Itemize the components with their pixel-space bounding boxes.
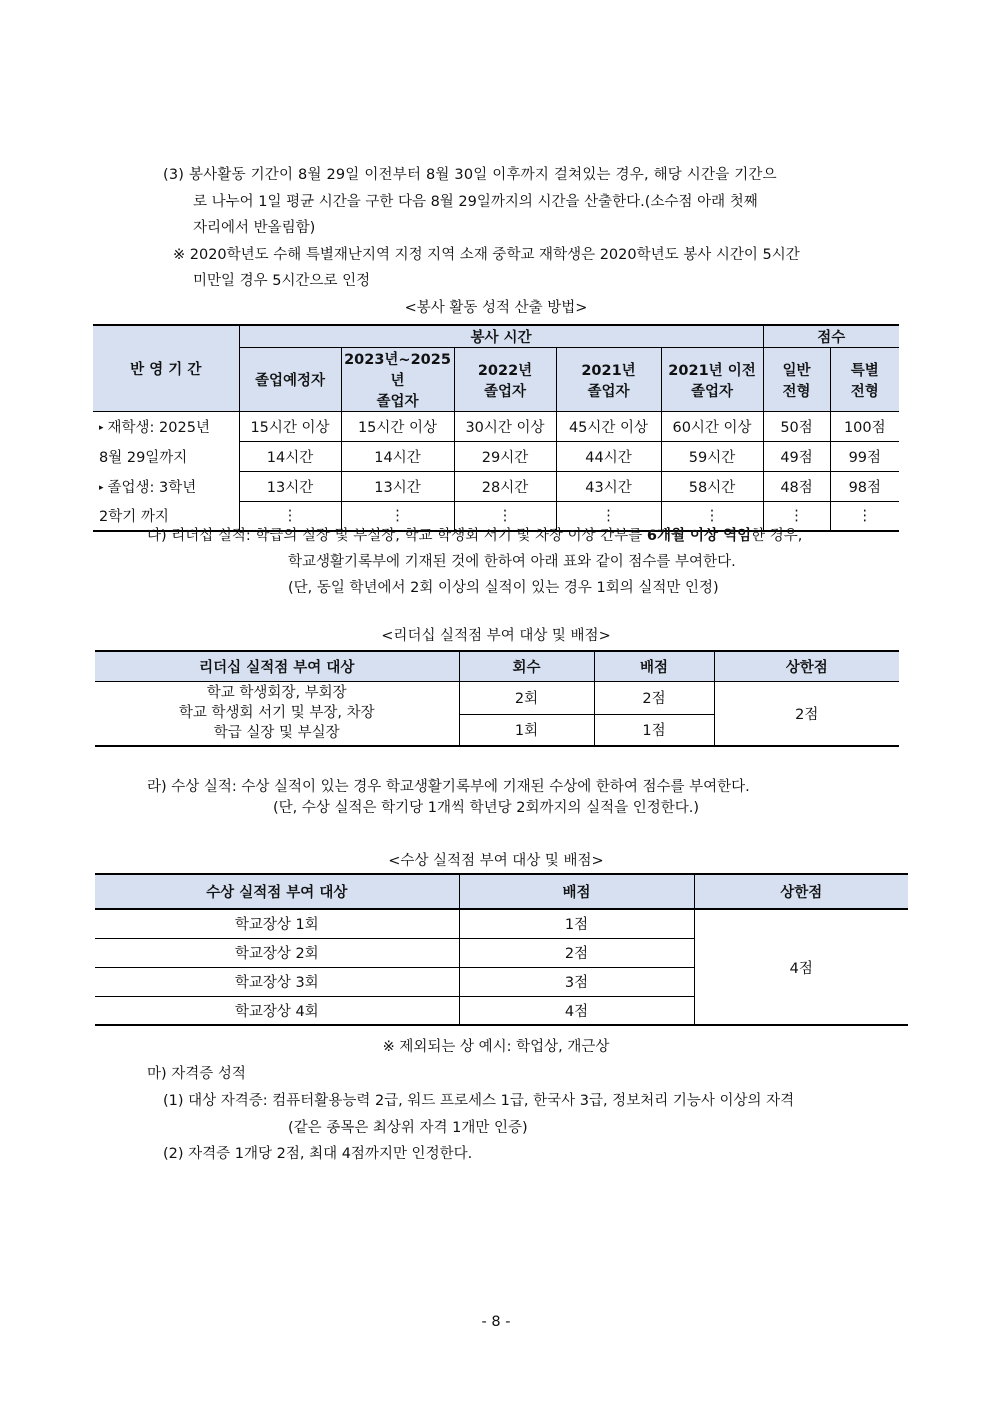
col-header: 상한점 bbox=[694, 874, 908, 909]
table-cell: 3점 bbox=[459, 967, 694, 996]
table-cell: ⋮ bbox=[341, 502, 454, 531]
table-cell: 2점 bbox=[594, 681, 714, 714]
cert-item-2: (2) 자격증 1개당 2점, 최대 4점까지만 인정한다. bbox=[163, 1146, 473, 1162]
table-cell: ⋮ bbox=[830, 502, 899, 531]
intro-line-3: 자리에서 반올림함) bbox=[193, 220, 316, 236]
intro-note-2: 미만일 경우 5시간으로 인정 bbox=[193, 273, 371, 289]
volunteer-table-caption: <봉사 활동 성적 산출 방법> bbox=[404, 300, 588, 316]
table-cell: 4점 bbox=[459, 996, 694, 1025]
col-header: 일반 전형 bbox=[763, 348, 830, 412]
table-cell: 98점 bbox=[830, 472, 899, 502]
table-cell: 49점 bbox=[763, 442, 830, 472]
col-header: 배점 bbox=[594, 651, 714, 681]
table-cell: 1점 bbox=[594, 714, 714, 746]
table-cell: 1점 bbox=[459, 909, 694, 938]
table-cell: 100점 bbox=[830, 412, 899, 442]
table-cell: 13시간 bbox=[239, 472, 341, 502]
header-period: 반 영 기 간 bbox=[93, 325, 239, 412]
intro-line-2: 로 나누어 1일 평균 시간을 구한 다음 8월 29일까지의 시간을 산출한다.(소수점 아래 첫째 bbox=[193, 194, 758, 210]
table-cell: 44시간 bbox=[556, 442, 661, 472]
table-cell: 30시간 이상 bbox=[454, 412, 556, 442]
table-cell: 60시간 이상 bbox=[661, 412, 763, 442]
table-cell: 학교장상 2회 bbox=[95, 938, 459, 967]
col-header: 2022년 졸업자 bbox=[454, 348, 556, 412]
table-cell: 2회 bbox=[459, 681, 594, 714]
award-table bbox=[95, 873, 908, 1026]
table-cell: 15시간 이상 bbox=[341, 412, 454, 442]
table-cell: 99점 bbox=[830, 442, 899, 472]
volunteer-table bbox=[93, 324, 899, 532]
table-cell: 58시간 bbox=[661, 472, 763, 502]
header-hours: 봉사 시간 bbox=[239, 325, 763, 348]
table-cell: 28시간 bbox=[454, 472, 556, 502]
leadership-table bbox=[95, 650, 899, 747]
table-cell: 학교장상 1회 bbox=[95, 909, 459, 938]
col-header: 2021년 이전 졸업자 bbox=[661, 348, 763, 412]
page-number: - 8 - bbox=[481, 1314, 511, 1330]
leadership-line-2: 학교생활기록부에 기재된 것에 한하여 아래 표와 같이 점수를 부여한다. bbox=[288, 554, 736, 570]
col-header: 회수 bbox=[459, 651, 594, 681]
intro-line-1: (3) 봉사활동 기간이 8월 29일 이전부터 8월 30일 이후까지 걸쳐있는 경우, 해당 시간을 기간으 bbox=[163, 167, 777, 183]
col-header: 특별 전형 bbox=[830, 348, 899, 412]
award-table-caption: <수상 실적점 부여 대상 및 배점> bbox=[388, 853, 604, 869]
period-line-3: ▸ 졸업생: 3학년 bbox=[93, 472, 239, 502]
col-header: 상한점 bbox=[714, 651, 899, 681]
table-cell: 1회 bbox=[459, 714, 594, 746]
table-cell: 45시간 이상 bbox=[556, 412, 661, 442]
table-cell: 14시간 bbox=[341, 442, 454, 472]
table-cell: 59시간 bbox=[661, 442, 763, 472]
table-cell: 15시간 이상 bbox=[239, 412, 341, 442]
table-cell: 43시간 bbox=[556, 472, 661, 502]
period-line-1: ▸ 재학생: 2025년 bbox=[93, 412, 239, 442]
table-cell: 4점 bbox=[694, 909, 908, 1025]
col-header: 졸업예정자 bbox=[239, 348, 341, 412]
cert-title: 마) 자격증 성적 bbox=[147, 1066, 246, 1082]
period-line-4: 2학기 까지 bbox=[93, 502, 239, 531]
table-cell: ⋮ bbox=[661, 502, 763, 531]
col-header: 수상 실적점 부여 대상 bbox=[95, 874, 459, 909]
period-line-2: 8월 29일까지 bbox=[93, 442, 239, 472]
award-line-1: 라) 수상 실적: 수상 실적이 있는 경우 학교생활기록부에 기재된 수상에 한하여 점수를 부여한다. bbox=[147, 779, 750, 795]
table-cell: 50점 bbox=[763, 412, 830, 442]
cert-item-1: (1) 대상 자격증: 컴퓨터활용능력 2급, 워드 프로세스 1급, 한국사 3급, 정보처리 기능사 이상의 자격 bbox=[163, 1093, 795, 1109]
leadership-table-caption: <리더십 실적점 부여 대상 및 배점> bbox=[381, 628, 611, 644]
header-score: 점수 bbox=[763, 325, 899, 348]
table-cell: 학교장상 4회 bbox=[95, 996, 459, 1025]
table-cell: 2점 bbox=[459, 938, 694, 967]
intro-note-1: ※ 2020학년도 수해 특별재난지역 지정 지역 소재 중학교 재학생은 2020학년도 봉사 시간이 5시간 bbox=[173, 247, 800, 263]
leadership-targets bbox=[95, 681, 459, 746]
leadership-line-1: 다) 리더십 실적: 학급의 실장 및 부실장, 학교 학생회 서기 및 차장 이상 간부를 6개월 이상 역임한 경우, bbox=[147, 528, 803, 544]
table-cell: 2점 bbox=[714, 681, 899, 746]
table-cell: 학교장상 3회 bbox=[95, 967, 459, 996]
col-header: 2023년~2025년 졸업자 bbox=[341, 348, 454, 412]
table-cell: ⋮ bbox=[763, 502, 830, 531]
table-cell: 13시간 bbox=[341, 472, 454, 502]
col-header: 리더십 실적점 부여 대상 bbox=[95, 651, 459, 681]
target-item: 학급 실장 및 부실장 bbox=[213, 725, 340, 742]
table-cell: 48점 bbox=[763, 472, 830, 502]
col-header: 배점 bbox=[459, 874, 694, 909]
table-cell: ⋮ bbox=[239, 502, 341, 531]
leadership-line-3: (단, 동일 학년에서 2회 이상의 실적이 있는 경우 1회의 실적만 인정) bbox=[288, 580, 719, 596]
table-cell: 29시간 bbox=[454, 442, 556, 472]
table-cell: ⋮ bbox=[454, 502, 556, 531]
award-line-2: (단, 수상 실적은 학기당 1개씩 학년당 2회까지의 실적을 인정한다.) bbox=[273, 800, 700, 816]
target-item: 학교 학생회장, 부회장 bbox=[206, 685, 347, 702]
table-cell: 14시간 bbox=[239, 442, 341, 472]
target-item: 학교 학생회 서기 및 부장, 차장 bbox=[178, 705, 375, 722]
table-cell: ⋮ bbox=[556, 502, 661, 531]
cert-item-1-sub: (같은 종목은 최상위 자격 1개만 인증) bbox=[288, 1120, 528, 1136]
award-note: ※ 제외되는 상 예시: 학업상, 개근상 bbox=[382, 1039, 610, 1055]
col-header: 2021년 졸업자 bbox=[556, 348, 661, 412]
